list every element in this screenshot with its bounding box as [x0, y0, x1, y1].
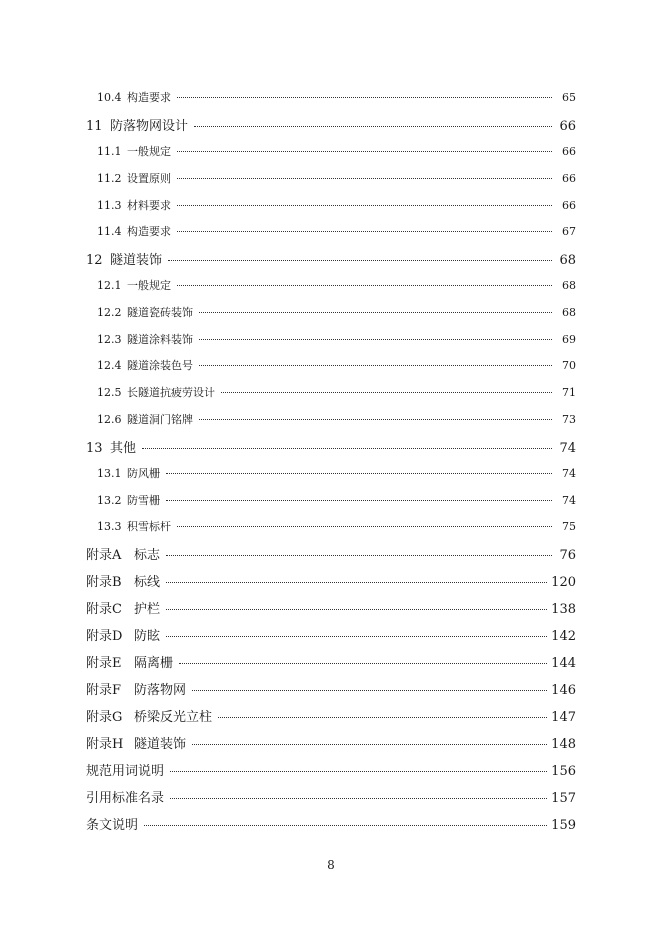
dot-leader	[192, 690, 547, 691]
dot-leader	[166, 636, 547, 637]
toc-entry-number: 附录A	[86, 548, 122, 563]
toc-entry[interactable]	[97, 143, 576, 159]
toc-entry-title: 标志	[134, 548, 161, 563]
dot-leader	[170, 798, 547, 799]
toc-entry-number: 11.4	[97, 225, 122, 238]
toc-entry-title: 材料要求	[127, 199, 171, 212]
toc-entry-title: 防落物网设计	[110, 119, 189, 134]
toc-entry[interactable]	[86, 437, 576, 456]
dot-leader	[144, 825, 547, 826]
toc-entry[interactable]	[97, 223, 576, 239]
toc-entry-number: 12.3	[97, 333, 122, 346]
toc-entry-page: 66	[562, 145, 576, 158]
toc-entry[interactable]	[97, 89, 576, 105]
toc-entry-title: 隔离栅	[134, 656, 174, 671]
dot-leader	[177, 526, 552, 527]
toc-entry-page: 76	[559, 548, 576, 563]
dot-leader	[194, 126, 552, 127]
toc-entry-number: 附录G	[86, 710, 123, 725]
toc-entry-page: 138	[551, 602, 576, 617]
toc-entry[interactable]	[86, 787, 576, 806]
toc-entry-title: 一般规定	[127, 279, 171, 292]
toc-entry-number: 11	[86, 119, 103, 134]
toc-entry-page: 66	[562, 199, 576, 212]
dot-leader	[177, 151, 552, 152]
toc-entry[interactable]	[97, 411, 576, 427]
toc-entry-title: 构造要求	[127, 91, 171, 104]
toc-entry[interactable]	[86, 760, 576, 779]
toc-entry-title: 其他	[110, 441, 137, 456]
toc-entry-number: 12.6	[97, 413, 122, 426]
toc-entry-number: 附录D	[86, 629, 123, 644]
toc-entry-page: 147	[551, 710, 576, 725]
toc-entry[interactable]	[86, 544, 576, 563]
toc-entry-page: 74	[562, 494, 576, 507]
toc-entry-page: 68	[562, 306, 576, 319]
toc-entry[interactable]	[97, 277, 576, 293]
toc-entry-number: 12.1	[97, 279, 122, 292]
toc-entry-title: 防眩	[134, 629, 161, 644]
dot-leader	[221, 392, 552, 393]
toc-entry-number: 13.1	[97, 467, 122, 480]
toc-entry-title: 隧道涂装色号	[127, 359, 193, 372]
toc-entry[interactable]	[86, 571, 576, 590]
toc-entry-number: 附录E	[86, 656, 122, 671]
toc-entry-number: 13.2	[97, 494, 122, 507]
toc-entry[interactable]	[97, 357, 576, 373]
dot-leader	[168, 260, 552, 261]
toc-entry-title: 规范用词说明	[86, 764, 165, 779]
toc-entry-page: 159	[551, 818, 576, 833]
toc-entry-title: 设置原则	[127, 172, 171, 185]
toc-entry-title: 一般规定	[127, 145, 171, 158]
toc-entry-page: 148	[551, 737, 576, 752]
toc-entry-title: 隧道洞门铭牌	[127, 413, 193, 426]
toc-entry[interactable]	[86, 115, 576, 134]
toc-entry[interactable]	[97, 492, 576, 508]
toc-entry[interactable]	[97, 518, 576, 534]
toc-entry[interactable]	[86, 625, 576, 644]
dot-leader	[177, 97, 552, 98]
toc-entry[interactable]	[86, 733, 576, 752]
dot-leader	[166, 609, 547, 610]
dot-leader	[177, 285, 552, 286]
toc-entry-number: 12.2	[97, 306, 122, 319]
toc-entry-page: 67	[562, 225, 576, 238]
toc-entry[interactable]	[97, 331, 576, 347]
toc-entry[interactable]	[97, 304, 576, 320]
toc-entry-number: 附录H	[86, 737, 124, 752]
toc-entry-page: 69	[562, 333, 576, 346]
toc-entry-number: 11.3	[97, 199, 122, 212]
toc-entry-page: 75	[562, 520, 576, 533]
toc-entry-title: 积雪标杆	[127, 520, 171, 533]
toc-entry[interactable]	[86, 598, 576, 617]
dot-leader	[199, 365, 552, 366]
toc-entry-number: 附录B	[86, 575, 122, 590]
toc-entry-page: 65	[562, 91, 576, 104]
dot-leader	[177, 231, 552, 232]
toc-entry-title: 构造要求	[127, 225, 171, 238]
dot-leader	[177, 205, 552, 206]
toc-entry-page: 144	[551, 656, 576, 671]
dot-leader	[170, 771, 547, 772]
toc-entry-title: 防风栅	[127, 467, 160, 480]
toc-entry[interactable]	[86, 679, 576, 698]
toc-entry-title: 长隧道抗疲劳设计	[127, 386, 215, 399]
toc-entry-page: 73	[562, 413, 576, 426]
toc-entry-number: 11.2	[97, 172, 122, 185]
toc-entry-page: 120	[551, 575, 576, 590]
toc-entry[interactable]	[97, 465, 576, 481]
toc-entry-page: 68	[559, 253, 576, 268]
toc-entry[interactable]	[97, 197, 576, 213]
dot-leader	[166, 500, 552, 501]
toc-entry-title: 防雪栅	[127, 494, 160, 507]
toc-entry-page: 66	[562, 172, 576, 185]
page-number: 8	[327, 858, 335, 872]
toc-entry-title: 防落物网	[134, 683, 187, 698]
toc-entry-page: 157	[551, 791, 576, 806]
toc-entry[interactable]	[86, 706, 576, 725]
toc-entry[interactable]	[86, 814, 576, 833]
toc-entry-number: 12	[86, 253, 103, 268]
toc-entry-page: 74	[562, 467, 576, 480]
toc-entry-number: 附录C	[86, 602, 122, 617]
toc-entry[interactable]	[86, 249, 576, 268]
toc-entry-title: 标线	[134, 575, 161, 590]
toc-entry-number: 11.1	[97, 145, 122, 158]
toc-entry-number: 13	[86, 441, 103, 456]
toc-entry[interactable]	[97, 170, 576, 186]
toc-entry-page: 156	[551, 764, 576, 779]
toc-entry-title: 隧道涂料装饰	[127, 333, 193, 346]
toc-entry-page: 66	[559, 119, 576, 134]
dot-leader	[142, 448, 552, 449]
toc-entry-number: 12.5	[97, 386, 122, 399]
toc-entry-number: 10.4	[97, 91, 122, 104]
dot-leader	[199, 339, 552, 340]
toc-entry-number: 附录F	[86, 683, 122, 698]
toc-entry-page: 74	[559, 441, 576, 456]
toc-entry-title: 护栏	[134, 602, 161, 617]
toc-entry-page: 71	[562, 386, 576, 399]
dot-leader	[192, 744, 547, 745]
toc-entry-page: 68	[562, 279, 576, 292]
toc-entry-number: 13.3	[97, 520, 122, 533]
toc-entry-page: 142	[551, 629, 576, 644]
toc-entry-page: 70	[562, 359, 576, 372]
dot-leader	[179, 663, 547, 664]
dot-leader	[218, 717, 547, 718]
toc-entry-number: 12.4	[97, 359, 122, 372]
toc-entry-title: 条文说明	[86, 818, 139, 833]
dot-leader	[199, 419, 552, 420]
toc-entry-title: 隧道装饰	[110, 253, 163, 268]
toc-entry-page: 146	[551, 683, 576, 698]
toc-entry[interactable]	[86, 652, 576, 671]
toc-entry-title: 隧道装饰	[134, 737, 187, 752]
dot-leader	[177, 178, 552, 179]
dot-leader	[199, 312, 552, 313]
toc-entry-title: 引用标准名录	[86, 791, 165, 806]
dot-leader	[166, 582, 547, 583]
toc-entry-title: 桥梁反光立柱	[134, 710, 213, 725]
dot-leader	[166, 473, 552, 474]
toc-entry[interactable]	[97, 384, 576, 400]
toc-entry-title: 隧道瓷砖装饰	[127, 306, 193, 319]
dot-leader	[166, 555, 552, 556]
